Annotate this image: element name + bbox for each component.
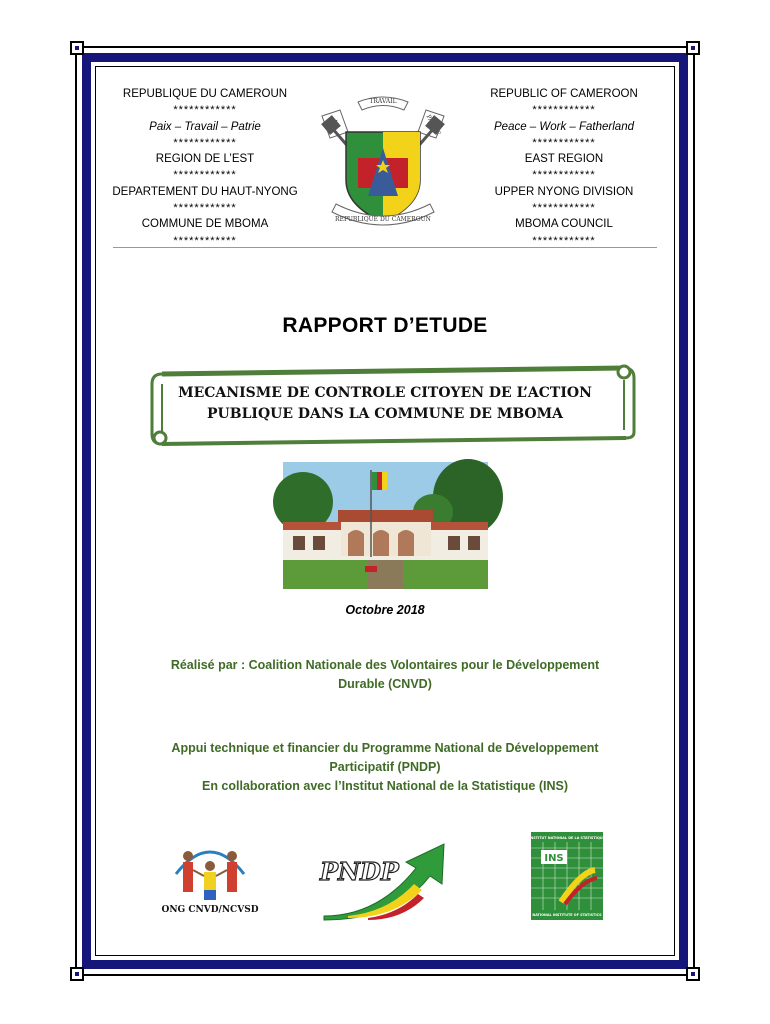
author-credit xyxy=(130,656,640,694)
division-fr: DEPARTEMENT DU HAUT-NYONG xyxy=(112,185,298,198)
corner-ornament xyxy=(686,41,700,55)
header-french xyxy=(95,86,315,249)
pndp-logo xyxy=(318,838,464,920)
council-building-photo xyxy=(283,462,488,589)
ins-logo-title: INSTITUT NATIONAL DE LA STATISTIQUE xyxy=(529,836,605,840)
separator-stars: ************ xyxy=(532,202,596,215)
header-divider xyxy=(113,247,657,248)
support-credit-line: Participatif (PNDP) xyxy=(329,760,441,774)
corner-ornament xyxy=(70,41,84,55)
report-date: Octobre 2018 xyxy=(345,603,425,617)
author-credit-line: Durable (CNVD) xyxy=(338,677,432,691)
pndp-logo-text: PNDP xyxy=(320,857,399,886)
coat-bottom-text: REPUBLIQUE DU CAMEROUN xyxy=(335,216,431,223)
separator-stars: ************ xyxy=(173,136,237,149)
support-credit-line: Appui technique et financier du Programme National de Développement xyxy=(171,741,599,755)
separator-stars: ************ xyxy=(173,169,237,182)
report-title: RAPPORT D’ETUDE xyxy=(282,314,488,337)
motto-fr: Paix – Travail – Patrie xyxy=(149,120,261,133)
council-en: MBOMA COUNCIL xyxy=(515,218,613,231)
subtitle-line: MECANISME DE CONTROLE CITOYEN DE L’ACTION xyxy=(178,385,592,401)
corner-ornament xyxy=(686,967,700,981)
corner-ornament xyxy=(70,967,84,981)
ins-logo-bottom: NATIONAL INSTITUTE OF STATISTICS xyxy=(532,913,602,917)
separator-stars: ************ xyxy=(532,234,596,247)
ins-logo xyxy=(531,832,603,920)
country-name-fr: REPUBLIQUE DU CAMEROUN xyxy=(122,88,288,100)
support-credit xyxy=(130,739,640,796)
division-en: UPPER NYONG DIVISION xyxy=(494,185,634,198)
author-credit-line: Réalisé par : Coalition Nationale des Volontaires pour le Développement xyxy=(170,658,600,672)
separator-stars: ************ xyxy=(173,202,237,215)
coat-of-arms-icon xyxy=(318,88,448,238)
region-en: EAST REGION xyxy=(524,153,604,166)
ins-logo-mark: INS xyxy=(544,853,564,864)
separator-stars: ************ xyxy=(532,136,596,149)
coat-top-text: TRAVAIL xyxy=(369,98,397,105)
region-fr: REGION DE L’EST xyxy=(155,153,255,166)
separator-stars: ************ xyxy=(173,234,237,247)
subtitle-line: PUBLIQUE DANS LA COMMUNE DE MBOMA xyxy=(207,406,563,422)
header-english xyxy=(454,86,674,249)
council-fr: COMMUNE DE MBOMA xyxy=(141,218,269,231)
cnvd-logo xyxy=(161,834,259,918)
report-subtitle xyxy=(175,383,595,425)
separator-stars: ************ xyxy=(532,169,596,182)
separator-stars: ************ xyxy=(173,104,237,117)
country-name-en: REPUBLIC OF CAMEROON xyxy=(490,88,638,100)
motto-en: Peace – Work – Fatherland xyxy=(494,120,634,133)
cnvd-logo-caption: ONG CNVD/NCVSD xyxy=(161,905,259,915)
separator-stars: ************ xyxy=(532,104,596,117)
support-credit-line: En collaboration avec l’Institut National de la Statistique (INS) xyxy=(201,779,569,793)
